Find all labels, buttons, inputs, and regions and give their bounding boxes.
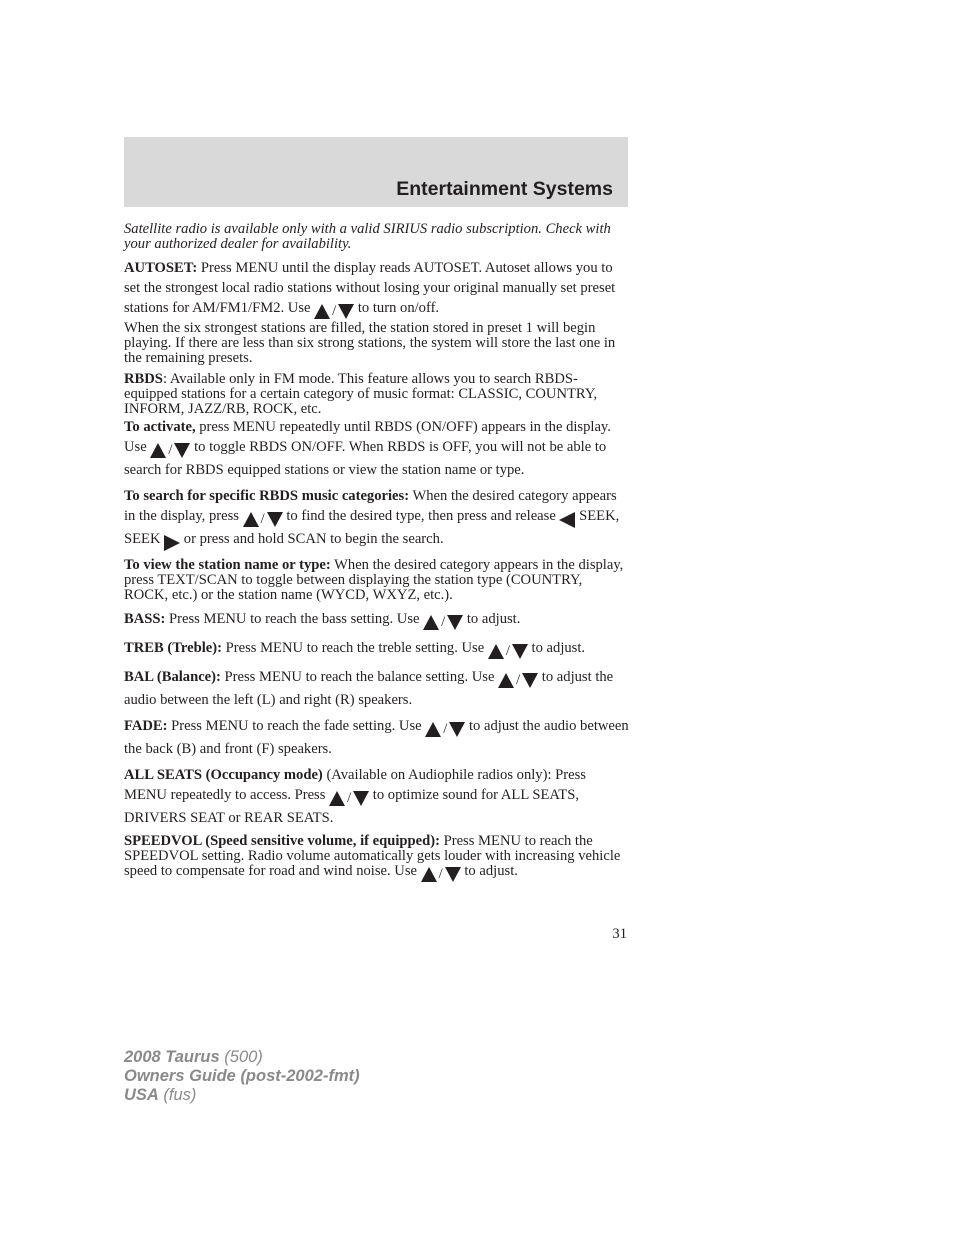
up-down-arrows — [243, 509, 283, 529]
autoset-text: Press MENU until the display reads AUTOSET. Autoset allows you to set the strongest local radio stations without losing your original manually set preset stations for AM/FM1/FM2. Use — [124, 260, 616, 316]
intro-note: Satellite radio is available only with a valid SIRIUS radio subscription. Check with your authorized dealer for availability. — [124, 221, 611, 252]
arrow-up-icon — [423, 615, 439, 630]
autoset-paragraph — [124, 258, 630, 321]
fade-label: FADE: — [124, 718, 168, 734]
up-down-arrows — [421, 867, 461, 882]
arrow-up-icon — [488, 644, 504, 659]
slash: / — [260, 511, 265, 527]
rbds-paragraph — [124, 372, 630, 417]
section-title: Entertainment Systems — [396, 178, 613, 200]
slash: / — [516, 672, 521, 688]
bass-label: BASS: — [124, 611, 166, 627]
arrow-up-icon — [150, 443, 166, 458]
autoset-detail: When the six strongest stations are filled, the station stored in preset 1 will begin playing. If there are less than six strong stations, the system will store the last one in the remaining presets. — [124, 320, 616, 366]
seek-right — [164, 532, 180, 552]
footer-market: USA — [124, 1086, 159, 1104]
speedvol-text: Press MENU to reach the SPEEDVOL setting. Radio volume automatically gets louder with increasing vehicle speed to compensate for road and wind noise. Use — [124, 833, 621, 879]
search-text: When the desired category appears in the display, press — [124, 488, 617, 524]
slash: / — [505, 643, 510, 659]
search-text-2: to find the desired type, then press and release — [282, 508, 560, 524]
footer-market-code: (fus) — [158, 1086, 197, 1104]
rbds-activate-label: To activate, — [124, 419, 196, 435]
rbds-label: RBDS — [124, 371, 163, 387]
arrow-up-icon — [498, 673, 514, 688]
bass-text-2: to adjust. — [463, 611, 521, 627]
footer-guide: Owners Guide (post-2002-fmt) — [124, 1067, 360, 1085]
rbds-text: : Available only in FM mode. This feature allows you to search RBDS-equipped stations for a certain category of music format: CLASSIC, COUNTRY, INFORM, JAZZ/RB, ROCK, etc. — [124, 371, 598, 417]
arrow-up-icon — [314, 304, 330, 319]
footer-model: 2008 Taurus — [124, 1048, 220, 1066]
footer-model-code: (500) — [219, 1048, 263, 1066]
rbds-activate-text-2: to toggle RBDS ON/OFF. When RBDS is OFF, you will not be able to search for RBDS equipped stations or view the station name or type. — [124, 439, 607, 478]
arrow-down-icon — [447, 615, 463, 630]
page-content — [124, 222, 630, 888]
bal-paragraph — [124, 667, 630, 710]
bass-paragraph — [124, 609, 630, 632]
speedvol-paragraph — [124, 834, 630, 882]
speedvol-text-2: to adjust. — [460, 863, 518, 879]
allseats-paragraph — [124, 765, 630, 828]
up-down-arrows — [498, 670, 538, 690]
fade-paragraph — [124, 716, 630, 759]
bal-text-2: to adjust the audio between the left (L) and right (R) speakers. — [124, 669, 614, 708]
up-down-arrows — [329, 788, 369, 808]
slash: / — [441, 614, 446, 630]
arrow-up-icon — [421, 867, 437, 882]
view-label: To view the station name or type: — [124, 557, 331, 573]
footer — [124, 1048, 360, 1105]
footer-line-2 — [124, 1067, 360, 1086]
up-down-arrows — [488, 641, 528, 661]
up-down-arrows — [425, 719, 465, 739]
section-header — [124, 137, 628, 207]
autoset-text-2: to turn on/off. — [354, 300, 440, 316]
allseats-text-2: to optimize sound for ALL SEATS, DRIVERS SEAT or REAR SEATS. — [124, 787, 579, 826]
arrow-down-icon — [353, 791, 369, 806]
view-text: When the desired category appears in the display, press TEXT/SCAN to toggle between displaying the station type (COUNTRY, ROCK, etc.) or the station name (WYCD, WXYZ, etc.). — [124, 557, 624, 603]
view-paragraph — [124, 558, 630, 603]
bal-text: Press MENU to reach the balance setting. Use — [220, 669, 499, 685]
slash: / — [168, 442, 173, 458]
arrow-up-icon — [329, 791, 345, 806]
treb-label: TREB (Treble): — [124, 640, 222, 656]
seek-right-icon — [164, 535, 180, 551]
slash: / — [332, 303, 337, 319]
bass-text: Press MENU to reach the bass setting. Use — [165, 611, 424, 627]
arrow-down-icon — [512, 644, 528, 659]
seek-left — [559, 509, 575, 529]
seek-left-icon — [559, 512, 575, 528]
footer-line-1 — [124, 1048, 360, 1067]
arrow-up-icon — [425, 722, 441, 737]
slash: / — [443, 721, 448, 737]
allseats-label: ALL SEATS (Occupancy mode) — [124, 767, 323, 783]
arrow-down-icon — [174, 443, 190, 458]
arrow-down-icon — [449, 722, 465, 737]
arrow-up-icon — [243, 512, 259, 527]
treb-paragraph — [124, 638, 630, 661]
slash: / — [438, 866, 443, 882]
arrow-down-icon — [338, 304, 354, 319]
arrow-down-icon — [522, 673, 538, 688]
footer-line-3 — [124, 1086, 360, 1105]
fade-text-2: to adjust the audio between the back (B) and front (F) speakers. — [124, 718, 629, 757]
speedvol-label: SPEEDVOL (Speed sensitive volume, if equipped): — [124, 833, 440, 849]
fade-text: Press MENU to reach the fade setting. Use — [167, 718, 426, 734]
page-number: 31 — [612, 926, 627, 942]
search-text-4: or press and hold SCAN to begin the search. — [180, 531, 444, 547]
rbds-activate-paragraph — [124, 417, 630, 480]
up-down-arrows — [150, 440, 190, 460]
bal-label: BAL (Balance): — [124, 669, 221, 685]
arrow-down-icon — [445, 867, 461, 882]
search-text-3: SEEK, SEEK — [124, 508, 620, 547]
arrow-down-icon — [267, 512, 283, 527]
treb-text-2: to adjust. — [527, 640, 586, 656]
rbds-activate-text: press MENU repeatedly until RBDS (ON/OFF) appears in the display. Use — [124, 419, 611, 455]
search-paragraph — [124, 486, 630, 552]
autoset-label: AUTOSET: — [124, 260, 198, 276]
up-down-arrows — [314, 301, 354, 321]
search-label: To search for specific RBDS music categories: — [124, 488, 410, 504]
treb-text: Press MENU to reach the treble setting. Use — [221, 640, 488, 656]
up-down-arrows — [423, 612, 463, 632]
allseats-text: (Available on Audiophile radios only): Press MENU repeatedly to access. Press — [124, 767, 586, 803]
slash: / — [347, 790, 352, 806]
